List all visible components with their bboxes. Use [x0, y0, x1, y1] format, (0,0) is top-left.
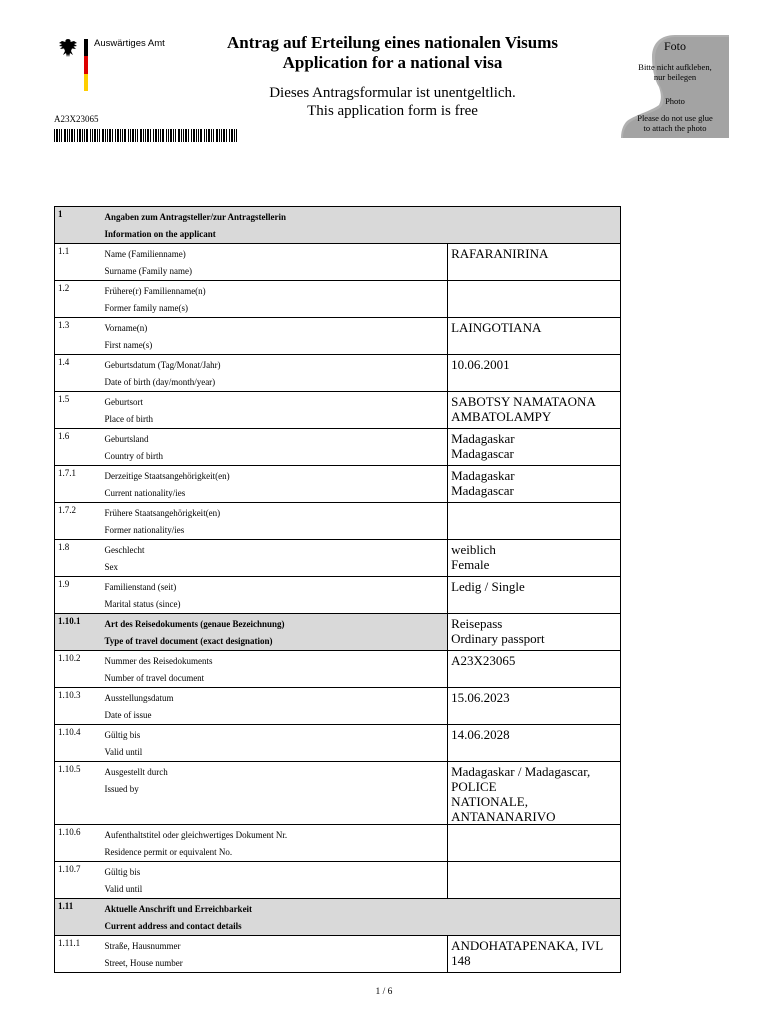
field-label-german: Nummer des Reisedokuments — [104, 656, 213, 666]
field-value-line-1: 14.06.2028 — [451, 727, 510, 742]
field-number: 1.11.1 — [55, 936, 103, 973]
field-label-german: Ausgestellt durch — [104, 767, 168, 777]
form-row — [55, 688, 621, 725]
form-row — [55, 614, 621, 651]
field-label-english: Valid until — [104, 884, 143, 894]
field-label — [102, 725, 447, 762]
field-number: 1.4 — [55, 355, 103, 392]
field-label-english: Sex — [104, 562, 118, 572]
form-row — [55, 466, 621, 503]
form-row — [55, 503, 621, 540]
field-value-line-1: Madagaskar / Madagascar, POLICE — [451, 764, 591, 794]
photo-note-english-2: to attach the photo — [643, 123, 707, 133]
field-label-english: Former family name(s) — [104, 303, 188, 313]
field-label-german: Straße, Hausnummer — [104, 941, 181, 951]
field-label-german: Geburtsdatum (Tag/Monat/Jahr) — [104, 360, 221, 370]
field-value[interactable] — [448, 651, 621, 688]
field-label — [102, 392, 447, 429]
field-number: 1.10.1 — [55, 614, 103, 651]
free-notice-german: Dieses Antragsformular ist unentgeltlich. — [269, 85, 516, 101]
form-row — [55, 281, 621, 318]
field-value[interactable] — [448, 503, 621, 540]
section-label-german: Angaben zum Antragsteller/zur Antragstellerin — [104, 212, 287, 222]
field-number: 1.8 — [55, 540, 103, 577]
authority-name: Auswärtiges Amt — [94, 38, 165, 49]
field-label-english: Type of travel document (exact designation) — [104, 636, 273, 646]
field-label-english: Surname (Family name) — [104, 266, 192, 276]
field-value[interactable] — [448, 862, 621, 899]
field-value-line-1: 15.06.2023 — [451, 690, 510, 705]
field-label-german: Gültig bis — [104, 867, 141, 877]
field-value[interactable] — [448, 762, 621, 825]
field-value[interactable] — [448, 936, 621, 973]
field-number: 1.7.1 — [55, 466, 103, 503]
field-value[interactable] — [448, 825, 621, 862]
field-label — [102, 503, 447, 540]
section-label-german: Aktuelle Anschrift und Erreichbarkeit — [104, 904, 253, 914]
free-notice-english: This application form is free — [307, 103, 478, 119]
section-number: 1 — [55, 207, 103, 244]
form-row — [55, 355, 621, 392]
photo-title: Foto — [663, 39, 686, 53]
field-value-line-1: A23X23065 — [451, 653, 516, 668]
field-label — [102, 355, 447, 392]
field-value-line-1: SABOTSY NAMATAONA AMBATOLAMPY — [451, 394, 596, 424]
field-label-german: Geburtsort — [104, 397, 143, 407]
field-label — [102, 762, 447, 825]
field-value[interactable] — [448, 355, 621, 392]
field-label-english: Current nationality/ies — [104, 488, 186, 498]
form-row — [55, 244, 621, 281]
field-label-german: Gültig bis — [104, 730, 141, 740]
field-label-german: Geschlecht — [104, 545, 145, 555]
field-number: 1.10.5 — [55, 762, 103, 825]
field-label-english: Place of birth — [104, 414, 153, 424]
section-label-english: Current address and contact details — [104, 921, 242, 931]
title-english: Application for a national visa — [282, 53, 503, 72]
section-number: 1.11 — [55, 899, 103, 936]
form-title — [180, 33, 605, 73]
field-label — [102, 466, 447, 503]
section-header-address — [55, 899, 621, 936]
barcode — [54, 129, 240, 142]
field-value-line-1: Madagaskar — [451, 468, 515, 483]
page-number: 1 / 6 — [375, 987, 393, 997]
form-row — [55, 862, 621, 899]
field-value-line-1: LAINGOTIANA — [451, 320, 542, 335]
form-row — [55, 651, 621, 688]
field-number: 1.5 — [55, 392, 103, 429]
field-value[interactable] — [448, 688, 621, 725]
field-value-line-1: Reisepass — [451, 616, 503, 631]
form-row — [55, 825, 621, 862]
field-label-german: Ausstellungsdatum — [104, 693, 174, 703]
federal-eagle-icon — [57, 37, 79, 59]
form-row — [55, 725, 621, 762]
field-number: 1.10.6 — [55, 825, 103, 862]
field-label — [102, 936, 447, 973]
section-header — [55, 207, 621, 244]
field-number: 1.10.2 — [55, 651, 103, 688]
field-number: 1.3 — [55, 318, 103, 355]
field-value-line-1: Madagaskar — [451, 431, 515, 446]
field-number: 1.10.4 — [55, 725, 103, 762]
form-row — [55, 540, 621, 577]
form-row — [55, 318, 621, 355]
photo-placeholder — [621, 35, 729, 138]
field-label — [102, 688, 447, 725]
form-subtitle — [180, 84, 605, 120]
field-value-line-1: ANDOHATAPENAKA, IVL 148 — [451, 938, 603, 968]
field-label — [102, 862, 447, 899]
field-label-english: Street, House number — [104, 958, 183, 968]
field-label-english: Former nationality/ies — [104, 525, 185, 535]
field-label-german: Vorname(n) — [104, 323, 148, 333]
field-label — [102, 318, 447, 355]
form-row — [55, 577, 621, 614]
field-value[interactable] — [448, 540, 621, 577]
field-label-german: Familienstand (seit) — [104, 582, 177, 592]
form-row — [55, 429, 621, 466]
field-number: 1.7.2 — [55, 503, 103, 540]
field-value-line-1: Ledig / Single — [451, 579, 525, 594]
field-number: 1.6 — [55, 429, 103, 466]
field-value-line-2: Madagascar — [451, 446, 514, 461]
field-label — [102, 825, 447, 862]
form-row — [55, 762, 621, 825]
field-label-german: Frühere Staatsangehörigkeit(en) — [104, 508, 221, 518]
field-number: 1.9 — [55, 577, 103, 614]
section-label — [102, 207, 620, 244]
field-label-english: Date of issue — [104, 710, 152, 720]
field-label-german: Name (Familienname) — [104, 249, 186, 259]
section-label — [102, 899, 620, 936]
field-label — [102, 281, 447, 318]
field-label-english: Number of travel document — [104, 673, 205, 683]
applicant-info-table — [54, 206, 621, 973]
field-value[interactable] — [448, 318, 621, 355]
field-label-german: Derzeitige Staatsangehörigkeit(en) — [104, 471, 230, 481]
german-flag-bar — [84, 39, 88, 91]
field-label-english: Country of birth — [104, 451, 163, 461]
field-label-english: First name(s) — [104, 340, 153, 350]
field-value[interactable] — [448, 577, 621, 614]
field-label-english: Residence permit or equivalent No. — [104, 847, 233, 857]
field-value-line-2: NATIONALE, ANTANANARIVO — [451, 794, 556, 824]
field-label-german: Frühere(r) Familienname(n) — [104, 286, 206, 296]
field-number: 1.2 — [55, 281, 103, 318]
form-row — [55, 392, 621, 429]
field-label-english: Marital status (since) — [104, 599, 181, 609]
field-label — [102, 651, 447, 688]
field-label-german: Geburtsland — [104, 434, 149, 444]
field-label — [102, 244, 447, 281]
field-value-line-1: weiblich — [451, 542, 496, 557]
photo-label-english: Photo — [665, 96, 685, 106]
field-value[interactable] — [448, 429, 621, 466]
field-number: 1.1 — [55, 244, 103, 281]
photo-note-german-2: nur beilegen — [653, 72, 697, 82]
field-label — [102, 614, 447, 651]
field-label-german: Aufenthaltstitel oder gleichwertiges Dokument Nr. — [104, 830, 288, 840]
photo-note-german-1: Bitte nicht aufkleben, — [638, 62, 712, 72]
ministry-logo — [57, 37, 177, 93]
field-value-line-2: Ordinary passport — [451, 631, 545, 646]
field-label-english: Valid until — [104, 747, 143, 757]
field-label-german: Art des Reisedokuments (genaue Bezeichnung) — [104, 619, 285, 629]
field-value[interactable] — [448, 392, 621, 429]
field-number: 1.10.7 — [55, 862, 103, 899]
field-label-english: Issued by — [104, 784, 139, 794]
field-value[interactable] — [448, 725, 621, 762]
field-label — [102, 540, 447, 577]
title-german: Antrag auf Erteilung eines nationalen Visums — [226, 33, 559, 52]
photo-note-english-1: Please do not use glue — [637, 113, 713, 123]
field-value[interactable] — [448, 614, 621, 651]
field-label — [102, 577, 447, 614]
field-value[interactable] — [448, 244, 621, 281]
field-value[interactable] — [448, 466, 621, 503]
form-id: A23X23065 — [54, 114, 99, 124]
form-row — [55, 936, 621, 973]
field-value-line-2: Madagascar — [451, 483, 514, 498]
section-label-english: Information on the applicant — [104, 229, 216, 239]
field-value-line-1: 10.06.2001 — [451, 357, 510, 372]
field-value-line-1: RAFARANIRINA — [451, 246, 549, 261]
field-value[interactable] — [448, 281, 621, 318]
field-label — [102, 429, 447, 466]
field-label-english: Date of birth (day/month/year) — [104, 377, 216, 387]
field-value-line-2: Female — [451, 557, 490, 572]
field-number: 1.10.3 — [55, 688, 103, 725]
